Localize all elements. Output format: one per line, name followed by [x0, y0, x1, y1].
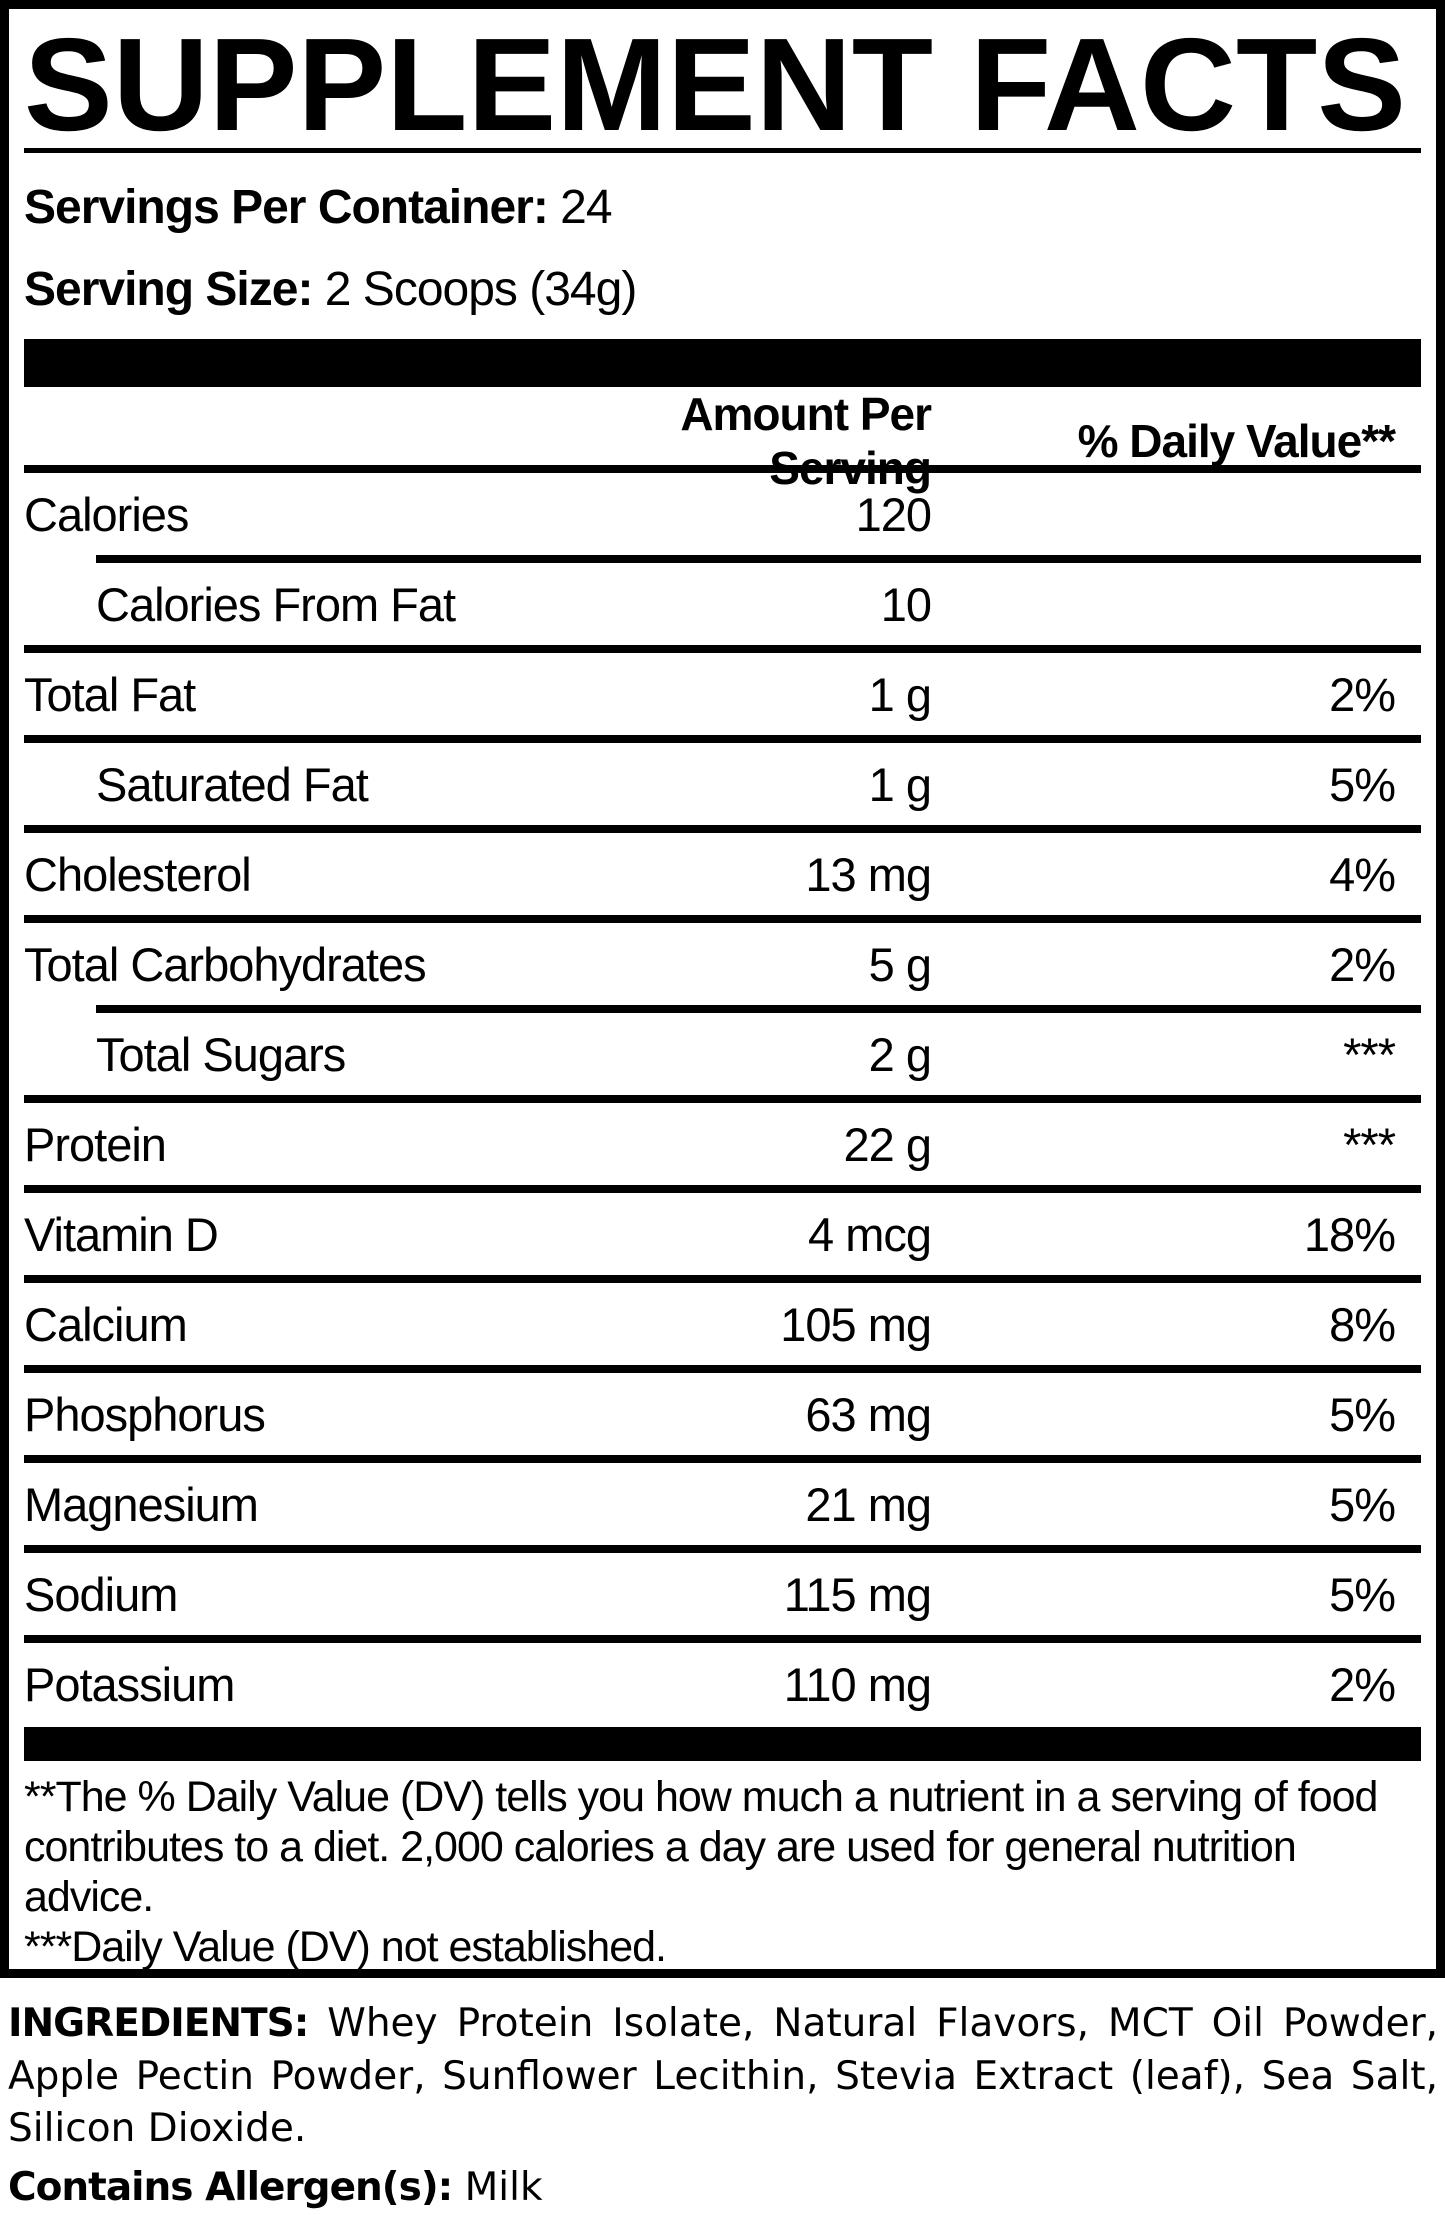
table-row-cholesterol [24, 833, 1421, 915]
row-dv: *** [1343, 1027, 1395, 1081]
row-separator [24, 1635, 1421, 1643]
table-row-calcium [24, 1283, 1421, 1365]
allergen-value: Milk [452, 2164, 543, 2210]
table-row-protein [24, 1103, 1421, 1185]
row-label: Protein [24, 1117, 166, 1171]
serving-size-label: Serving Size: [24, 263, 313, 316]
row-dv: 2% [1329, 937, 1395, 991]
row-label: Calories [24, 487, 189, 541]
row-dv: 18% [1303, 1207, 1395, 1261]
row-separator [24, 1185, 1421, 1193]
row-dv: 8% [1329, 1297, 1395, 1351]
row-separator [24, 1365, 1421, 1373]
row-separator [24, 1275, 1421, 1283]
row-label: Cholesterol [24, 847, 251, 901]
row-label: Total Sugars [96, 1027, 346, 1081]
row-label: Magnesium [24, 1477, 258, 1531]
servings-per-container-line [24, 180, 1421, 235]
row-label: Total Carbohydrates [24, 937, 426, 991]
table-row-total-carbohydrates [24, 923, 1421, 1005]
table-row-total-sugars [24, 1013, 1421, 1095]
row-amount: 13 mg [805, 847, 931, 901]
row-amount: 2 g [868, 1027, 931, 1081]
row-amount: 22 g [843, 1117, 931, 1171]
daily-value-header: % Daily Value** [1077, 415, 1395, 467]
ingredients-label: INGREDIENTS: [8, 2001, 309, 2046]
row-dv: 4% [1329, 847, 1395, 901]
row-amount: 4 mcg [808, 1207, 931, 1261]
table-row-magnesium [24, 1463, 1421, 1545]
amount-per-serving-header: Amount Per Serving [680, 388, 931, 494]
table-row-calories-from-fat [24, 563, 1421, 645]
daily-value-footnote: **The % Daily Value (DV) tells you how much a nutrient in a serving of food contributes to a diet. 2,000 calories a day are used for general nutrition advice. [24, 1773, 1378, 1921]
allergen-label: Contains Allergen(s): [8, 2164, 453, 2210]
row-label: Sodium [24, 1567, 178, 1621]
row-label: Saturated Fat [96, 757, 368, 811]
row-label: Calories From Fat [96, 577, 456, 631]
row-dv: 2% [1329, 667, 1395, 721]
row-dv: 5% [1329, 757, 1395, 811]
supplement-facts-title [24, 26, 1406, 136]
row-amount: 21 mg [805, 1477, 931, 1531]
row-label: Vitamin D [24, 1207, 218, 1261]
row-amount: 5 g [868, 937, 931, 991]
servings-per-container-value: 24 [547, 181, 612, 234]
not-established-footnote: ***Daily Value (DV) not established. [24, 1922, 666, 1971]
table-row-total-fat [24, 653, 1421, 735]
top-separator-bar [24, 339, 1421, 387]
row-separator [24, 1095, 1421, 1103]
row-amount: 1 g [868, 757, 931, 811]
table-row-phosphorus [24, 1373, 1421, 1455]
row-amount: 10 [880, 577, 931, 631]
row-amount: 105 mg [780, 1297, 931, 1351]
row-separator [24, 825, 1421, 833]
ingredients-paragraph [8, 1998, 1438, 2156]
serving-size-value: 2 Scoops (34g) [312, 263, 637, 316]
row-dv: 2% [1329, 1657, 1395, 1711]
footnotes [24, 1773, 1421, 1973]
row-label: Total Fat [24, 667, 196, 721]
ingredients-section [8, 1998, 1438, 2215]
row-label: Potassium [24, 1657, 235, 1711]
row-amount: 110 mg [783, 1657, 931, 1711]
row-separator [24, 915, 1421, 923]
row-label: Calcium [24, 1297, 187, 1351]
row-separator [24, 735, 1421, 743]
row-label: Phosphorus [24, 1387, 265, 1441]
row-dv: 5% [1329, 1477, 1395, 1531]
row-dv: 5% [1329, 1567, 1395, 1621]
allergen-line [8, 2162, 1438, 2215]
row-amount: 1 g [868, 667, 931, 721]
table-row-sodium [24, 1553, 1421, 1635]
ingredients-text: Whey Protein Isolate, Natural Flavors, MCT Oil Powder, Apple Pectin Powder, Sunflower Lecithin, Stevia Extract (leaf), Sea Salt, Silicon Dioxide. [8, 2001, 1438, 2152]
svg-text:SUPPLEMENT FACTS: SUPPLEMENT FACTS [24, 26, 1406, 136]
table-row-vitamin-d [24, 1193, 1421, 1275]
table-row-potassium [24, 1643, 1421, 1725]
row-amount: 63 mg [805, 1387, 931, 1441]
row-separator [24, 645, 1421, 653]
servings-per-container-label: Servings Per Container: [24, 181, 548, 234]
row-separator-indented [96, 555, 1421, 563]
table-header-row [24, 387, 1421, 494]
row-amount: 115 mg [783, 1567, 931, 1621]
row-separator-indented [96, 1005, 1421, 1013]
table-row-saturated-fat [24, 743, 1421, 825]
row-separator [24, 1455, 1421, 1463]
title-divider [24, 148, 1421, 153]
row-dv: 5% [1329, 1387, 1395, 1441]
serving-size-line [24, 262, 1421, 317]
bottom-separator-bar [24, 1727, 1421, 1761]
row-separator [24, 1545, 1421, 1553]
row-amount: 120 [855, 487, 931, 541]
row-dv: *** [1343, 1117, 1395, 1171]
